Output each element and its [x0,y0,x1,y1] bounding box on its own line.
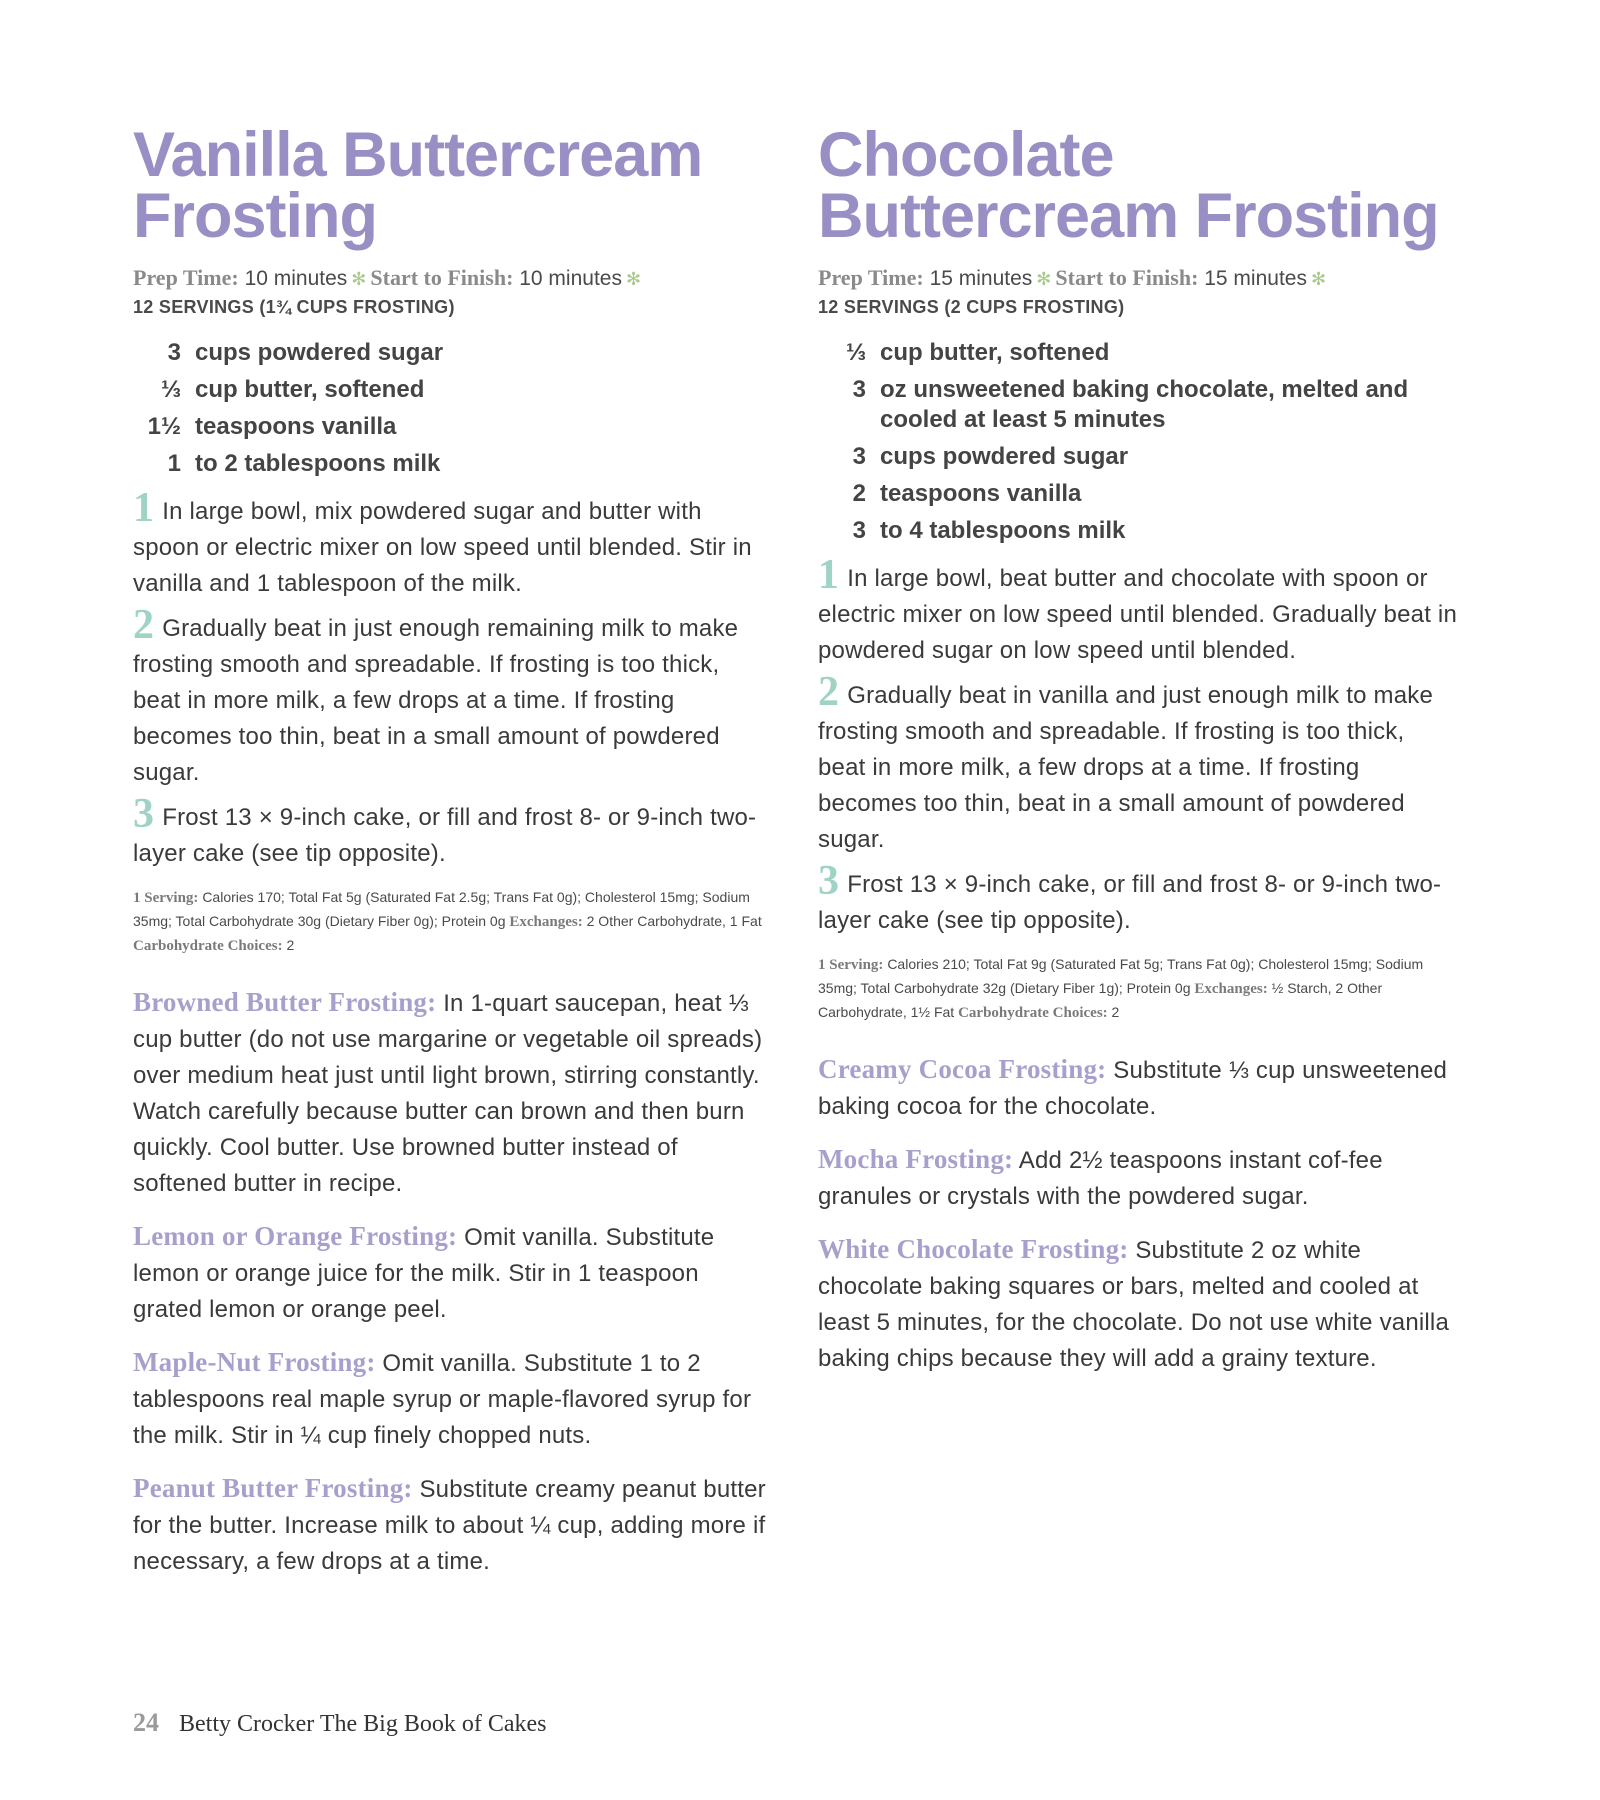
page-footer [133,1708,547,1738]
variation-text: In 1-quart saucepan, heat ⅓ cup butter (do not use margarine or vegetable oil spreads) over medium heat just until light brown, stirring constantly. Watch carefully because butter can brown and then burn quickly. Cool butter. Use browned butter instead of softened butter in recipe. [133,990,763,1197]
recipe-title: Vanilla Buttercream Frosting [133,120,703,251]
variation-item [133,1344,773,1454]
variation-name: White Chocolate Frosting: [818,1234,1129,1264]
servings: 12 SERVINGS (1¾ CUPS FROSTING) [133,297,455,317]
step-number: 1 [818,552,840,598]
serving-label: 1 Serving: [133,890,199,906]
direction-steps [133,485,773,872]
serving-text: Calories 170; Total Fat 5g (Saturated Fat 2.5g; Trans Fat 0g); Cholesterol 15mg; Sodium 35mg; Total Carbohydrate 30g (Dietary Fiber 0g); Protein 0g [133,889,750,929]
step-text: Frost 13 × 9-inch cake, or fill and frost 8- or 9-inch two-layer cake (see tip opposite). [133,804,757,867]
variation-text: Substitute ⅓ cup unsweetened baking cocoa for the chocolate. [818,1057,1448,1120]
exchanges-label: Exchanges: [509,914,583,930]
direction-steps [818,552,1458,939]
recipe-title: Chocolate Buttercream Frosting [818,120,1439,251]
servings: 12 SERVINGS (2 CUPS FROSTING) [818,297,1125,317]
page-number: 24 [133,1708,159,1737]
time-line [133,263,773,294]
variation-item [818,1231,1458,1377]
ingredient-item [818,479,1458,509]
book-title: Betty Crocker The Big Book of Cakes [179,1711,547,1737]
recipe-chocolate [818,120,1458,1393]
step-text: Frost 13 × 9-inch cake, or fill and frost 8- or 9-inch two-layer cake (see tip opposite). [818,871,1442,934]
step-text: Gradually beat in just enough remaining milk to make frosting smooth and spreadable. If frosting is too thick, beat in more milk, a few drops at a time. If frosting becomes too thin, beat in a small amount of powdered sugar. [133,615,739,786]
direction-step [133,602,773,791]
variation-list [818,1051,1458,1377]
ingredient-name: to 4 tablespoons milk [880,517,1126,544]
ingredient-name: cups powdered sugar [195,339,444,366]
ingredient-name: to 2 tablespoons milk [195,450,441,477]
start-to-finish-value: 10 minutes [519,267,622,290]
carb-choices-label: Carbohydrate Choices: [958,1005,1108,1021]
ingredient-quantity: 3 [852,517,866,544]
nutrition-info [818,953,1458,1025]
recipe-meta [133,263,773,320]
exchanges-text: 2 Other Carbohydrate, 1 Fat [586,913,762,929]
start-to-finish-value: 15 minutes [1204,267,1307,290]
direction-step [818,669,1458,858]
ingredient-quantity: 1½ [147,413,181,440]
ingredient-quantity: 3 [852,443,866,470]
separator-icon: ✻ [351,269,367,289]
direction-step [818,858,1458,939]
exchanges-text: ½ Starch, 2 Other Carbohydrate, 1½ Fat [818,980,1383,1020]
exchanges-label: Exchanges: [1194,981,1268,997]
direction-step [818,552,1458,669]
variation-item [818,1141,1458,1215]
variation-item [133,984,773,1202]
serving-text: Calories 210; Total Fat 9g (Saturated Fat 5g; Trans Fat 0g); Cholesterol 15mg; Sodium 35mg; Total Carbohydrate 32g (Dietary Fiber 1g); Protein 0g [818,956,1424,996]
prep-time-label: Prep Time: [133,265,239,290]
variation-text: Substitute creamy peanut butter for the butter. Increase milk to about ¼ cup, adding more if necessary, a few drops at a time. [133,1476,766,1575]
serving-label: 1 Serving: [818,957,884,973]
step-text: Gradually beat in vanilla and just enough milk to make frosting smooth and spreadable. If frosting is too thick, beat in more milk, a few drops at a time. If frosting becomes too thin, beat in a small amount of powdered sugar. [818,682,1433,853]
prep-time-value: 10 minutes [244,267,348,290]
variation-item [818,1051,1458,1125]
direction-step [133,791,773,872]
prep-time-value: 15 minutes [929,267,1033,290]
ingredient-item [818,516,1458,546]
step-number: 3 [133,791,155,837]
ingredient-name: cup butter, softened [880,339,1110,366]
variation-text: Omit vanilla. Substitute lemon or orange juice for the milk. Stir in 1 teaspoon grated lemon or orange peel. [133,1224,715,1323]
variation-name: Browned Butter Frosting: [133,987,437,1017]
ingredient-name: cup butter, softened [195,376,425,403]
ingredient-name: teaspoons vanilla [195,413,397,440]
variation-item [133,1470,773,1580]
time-line [818,263,1458,294]
direction-step [133,485,773,602]
step-number: 1 [133,485,155,531]
start-to-finish-label: Start to Finish: [1055,265,1199,290]
ingredient-name: teaspoons vanilla [880,480,1082,507]
nutrition-info [133,886,773,958]
ingredient-item [133,449,773,479]
variation-list [133,984,773,1580]
recipe-meta [818,263,1458,320]
ingredient-quantity: ⅓ [845,339,866,366]
step-text: In large bowl, mix powdered sugar and butter with spoon or electric mixer on low speed until blended. Stir in vanilla and 1 tablespoon of the milk. [133,498,752,597]
ingredient-quantity: ⅓ [160,376,181,403]
step-number: 2 [818,669,840,715]
ingredient-quantity: 3 [167,339,181,366]
start-to-finish-label: Start to Finish: [370,265,514,290]
variation-text: Add 2½ teaspoons instant cof-fee granules or crystals with the powdered sugar. [818,1147,1383,1210]
step-number: 2 [133,602,155,648]
carb-choices-label: Carbohydrate Choices: [133,938,283,954]
ingredient-list [133,338,773,479]
step-text: In large bowl, beat butter and chocolate with spoon or electric mixer on low speed until blended. Gradually beat in powdered sugar on low speed until blended. [818,565,1458,664]
ingredient-name: cups powdered sugar [880,443,1129,470]
variation-item [133,1218,773,1328]
ingredient-item [133,338,773,368]
ingredient-quantity: 3 [852,376,866,403]
ingredient-item [818,375,1458,435]
variation-text: Omit vanilla. Substitute 1 to 2 tablespoons real maple syrup or maple-flavored syrup for the milk. Stir in ¼ cup finely chopped nuts. [133,1350,752,1449]
separator-icon: ✻ [1310,269,1327,289]
ingredient-item [133,375,773,405]
ingredient-item [133,412,773,442]
ingredient-quantity: 1 [167,450,181,477]
variation-text: Substitute 2 oz white chocolate baking squares or bars, melted and cooled at least 5 minutes, for the chocolate. Do not use white vanilla baking chips because they will add a grainy texture. [818,1237,1450,1372]
prep-time-label: Prep Time: [818,265,924,290]
separator-icon: ✻ [1036,269,1052,289]
separator-icon: ✻ [625,269,642,289]
carb-choices-value: 2 [286,937,295,953]
ingredient-list [818,338,1458,546]
ingredient-name: oz unsweetened baking chocolate, melted and cooled at least 5 minutes [880,376,1409,433]
carb-choices-value: 2 [1111,1004,1120,1020]
ingredient-quantity: 2 [852,480,866,507]
variation-name: Creamy Cocoa Frosting: [818,1054,1107,1084]
recipe-vanilla [133,120,773,1596]
variation-name: Peanut Butter Frosting: [133,1473,413,1503]
variation-name: Lemon or Orange Frosting: [133,1221,458,1251]
variation-name: Maple-Nut Frosting: [133,1347,376,1377]
variation-name: Mocha Frosting: [818,1144,1014,1174]
ingredient-item [818,442,1458,472]
ingredient-item [818,338,1458,368]
step-number: 3 [818,858,840,904]
